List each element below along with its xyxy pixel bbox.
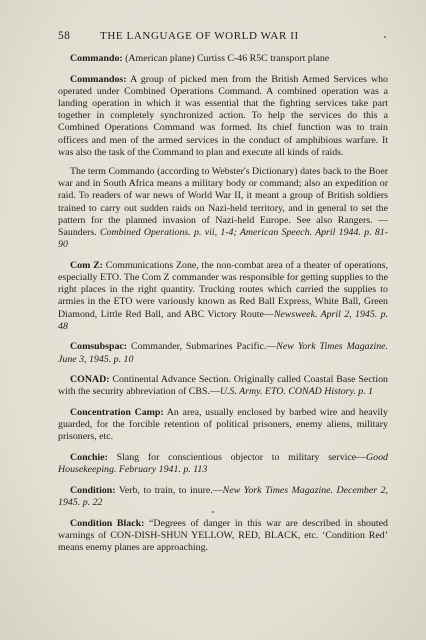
entry-text: Verb, to train, to inure.— [115,484,223,496]
entry-text: (American plane) Curtiss C-46 R5C transport plane [122,53,330,64]
entry-term: Concentration Camp: [70,407,164,419]
running-head: THE LANGUAGE OF WORLD WAR II [100,30,299,42]
entry-condition [58,485,388,509]
entry-condition-black [58,518,388,555]
entry-commandos [58,74,388,159]
paper-speck [212,511,214,513]
entry-conchie [58,452,388,476]
entry-text: Slang for conscientious objector to military service— [107,452,367,464]
entry-text: “Degrees of danger in this war are described in shouted warnings of CON-DISH-SHUN YELLOW, RED, BLACK, etc. ‘Condition Red’ means enemy planes are approaching. [58,517,388,554]
entry-citation: U.S. Army. ETO. CONAD History. p. 1 [219,386,374,398]
entry-term: Conchie: [70,452,108,464]
entry-citation: Good Housekeeping. February 1941. p. 113 [58,452,388,476]
page-header [58,30,390,44]
dictionary-entries [58,53,388,563]
entry-commando [58,53,388,65]
entry-text: Communications Zone, the non-combat area of a theater of operations, especially ETO. The Com Z commander was responsible for getting supplies to the right places in the right quantity. Trucking routes which carried the supplies to armies in the ETO were variously known as Red Ball Express, White Ball, Green Diamond, Little Red Ball, and ABC Victory Route— [58,259,388,320]
entry-text: A group of picked men from the British Armed Services who operated under Combined Operations Command. A combined operation was a landing operation in which it was essential that the fighting services take part together in completely synchronized action. To help the services do this a Combined Operations Command was formed. Its chief function was to train officers and men of the armed services in the conduct of amphibious warfare. It was also the task of the Command to plan and execute all kinds of raids. [58,73,388,158]
entry-term: CONAD: [70,374,110,386]
entry-term: Com Z: [70,259,103,271]
entry-citation: Combined Operations. p. vii, 1-4; American Speech. April 1944. p. 81-90 [58,227,389,251]
paper-speck [384,36,386,38]
entry-text: The term Commando (according to Webster's Dictionary) dates back to the Boer war and in South Africa means a military body or command; also an expedition or raid. To readers of war news of World War II, it meant a group of British soldiers trained to carry out sudden raids on Nazi-held territory, and in general to set the pattern for the planned invasion of Nazi-held Europe. See also Rangers. —Saunders. [58,166,388,239]
entry-text: Continental Advance Section. Originally called Coastal Base Section with the security abbreviation of CBS.— [58,374,388,398]
page-number: 58 [58,30,71,42]
entry-text: An area, usually enclosed by barbed wire and heavily guarded, for the forcible retention of political prisoners, enemy aliens, military prisoners, etc. [58,407,388,443]
entry-citation: New York Times Magazine. June 3, 1945. p. 10 [58,341,388,365]
entry-concentration-camp [58,407,388,444]
entry-term: Commandos: [70,73,127,85]
entry-term: Condition Black: [70,517,145,529]
entry-term: Commando: [70,53,123,64]
entry-com-z [58,260,388,333]
entry-comsubspac [58,341,388,365]
entry-citation: New York Times Magazine. December 2, 1945. p. 22 [58,484,389,509]
entry-conad [58,374,388,398]
entry-commando-etymology [58,166,388,251]
entry-text: Commander, Submarines Pacific.— [127,341,277,353]
entry-term: Condition: [70,484,116,496]
entry-term: Comsubspac: [70,341,128,353]
entry-citation: Newsweek. April 2, 1945. p. 48 [58,308,388,332]
